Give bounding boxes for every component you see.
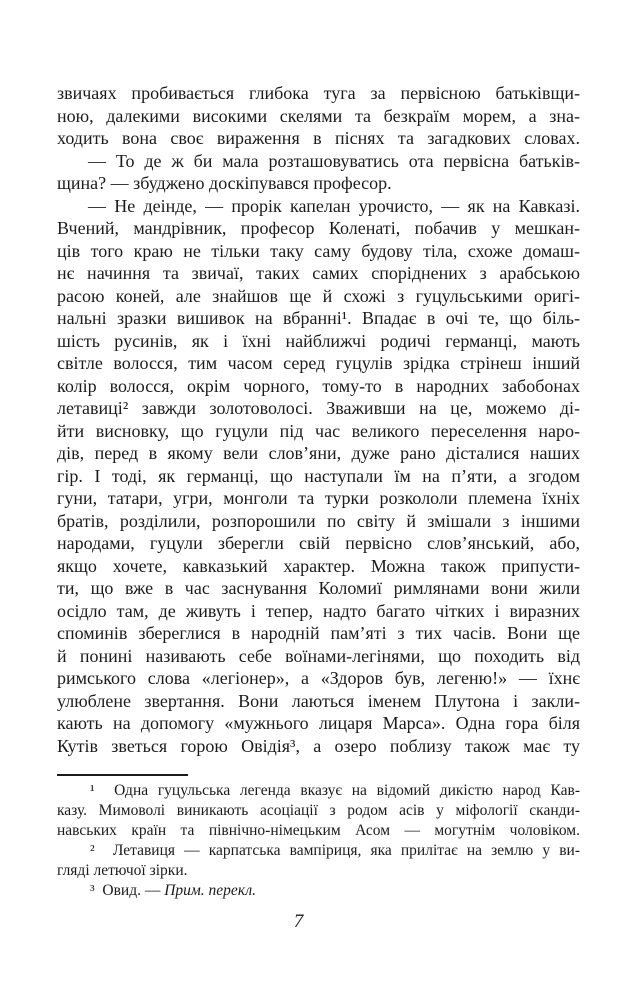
footnote-text: ³ Овид. — (90, 882, 165, 899)
text-line: світле волосся, тим часом серед гуцулів зрідка стрінеш інший (57, 353, 580, 373)
text-line: — То де ж би мала розташовуватись ота первісна батьків- (88, 150, 580, 171)
footnote-line (57, 881, 580, 901)
footnote-line: ² Летавиця — карпатська вампіриця, яка прилітає на землю у ви- (90, 842, 580, 859)
text-line: дів, перед в якому вели слов’яни, дуже рано дісталися наших (57, 443, 580, 463)
text-line: расою коней, але знайшов ще й схожі з гуцульськими оригі- (57, 285, 580, 306)
text-line: нальні зразки вишивок на вбранні¹. Впадає в очі те, що біль- (57, 308, 580, 328)
text-line: ходить вона своє вираження в піснях та загадкових словах. (57, 128, 580, 148)
text-line: улюблене звертання. Вони лаються іменем Плутона і закли- (57, 690, 580, 711)
text-line: гір. І тоді, як германці, що наступали їм на п’яти, а згодом (57, 465, 580, 486)
text-line: колір волосся, окрім чорного, тому-то в народних забобонах (57, 375, 580, 396)
footnote-line: гляді летючої зірки. (57, 862, 188, 879)
footnote-divider (57, 774, 188, 776)
text-line: якщо хочете, кавказький характер. Можна також припусти- (57, 555, 580, 576)
footnote-line: казу. Мимоволі виникають асоціації з родом асів у міфології сканди- (57, 802, 580, 819)
text-line: йти висновку, що гуцули під час великого переселення наро- (57, 420, 580, 441)
text-line: ти, що вже в час заснування Коломиї римлянами вони жили (57, 578, 580, 598)
text-line: звичаях пробивається глибока туга за первісною батьківщи- (57, 83, 580, 103)
text-line: й понині називають себе воїнами-легінями, що походить від (57, 645, 580, 666)
text-line: шість русинів, як і їхні найближчі родичі германці, мають (57, 330, 580, 351)
text-line: римського слова «легіонер», а «Здоров був, легеню!» — їхнє (57, 668, 580, 688)
text-line: споминів збереглися в народній пам’яті з тих часів. Вони ще (57, 623, 580, 643)
text-line: осідло там, де живуть і тепер, надто багато чітких і виразних (57, 600, 580, 621)
text-line: кають на допомогу «мужнього лицаря Марса». Одна гора біля (57, 713, 580, 733)
footnotes (57, 781, 580, 901)
text-line: ців того краю не тільки таку саму будову тіла, схоже домаш- (57, 240, 580, 261)
footnote-line: ¹ Одна гуцульська легенда вказує на відомий дикістю народ Кав- (90, 782, 580, 799)
text-line: Вчений, мандрівник, професор Коленаті, побачив у мешкан- (57, 218, 580, 238)
body-text (57, 82, 580, 757)
footnote-line: навських країн та північно-німецьким Асом — могутнім чоловіком. (57, 822, 580, 839)
text-line: братів, розділили, розпорошили по світу й змішали з іншими (57, 510, 580, 531)
text-line: нє начиння та звичаї, таких самих споріднених з арабською (57, 263, 580, 283)
footnote-translator-note: Прим. перекл. (164, 882, 257, 899)
text-column (57, 82, 580, 934)
text-line: — Не деінде, — прорік капелан урочисто, — як на Кавказі. (88, 195, 580, 216)
text-line: гуни, татари, угри, монголи та турки розкололи племена їхніх (57, 488, 580, 508)
text-line: Кутів зветься горою Овідія³, а озеро поблизу також має ту (57, 735, 580, 756)
text-line: летавиці² завжди золотоволосі. Зваживши на це, можемо ді- (57, 398, 580, 418)
text-line: ною, далекими високими скелями та безкраїм морем, а зна- (57, 105, 580, 126)
text-line: щина? — збуджено доскіпувався професор. (57, 173, 392, 193)
page-number: 7 (293, 911, 304, 932)
text-line: народами, гуцули зберегли свій первісно слов’янський, або, (57, 533, 580, 553)
